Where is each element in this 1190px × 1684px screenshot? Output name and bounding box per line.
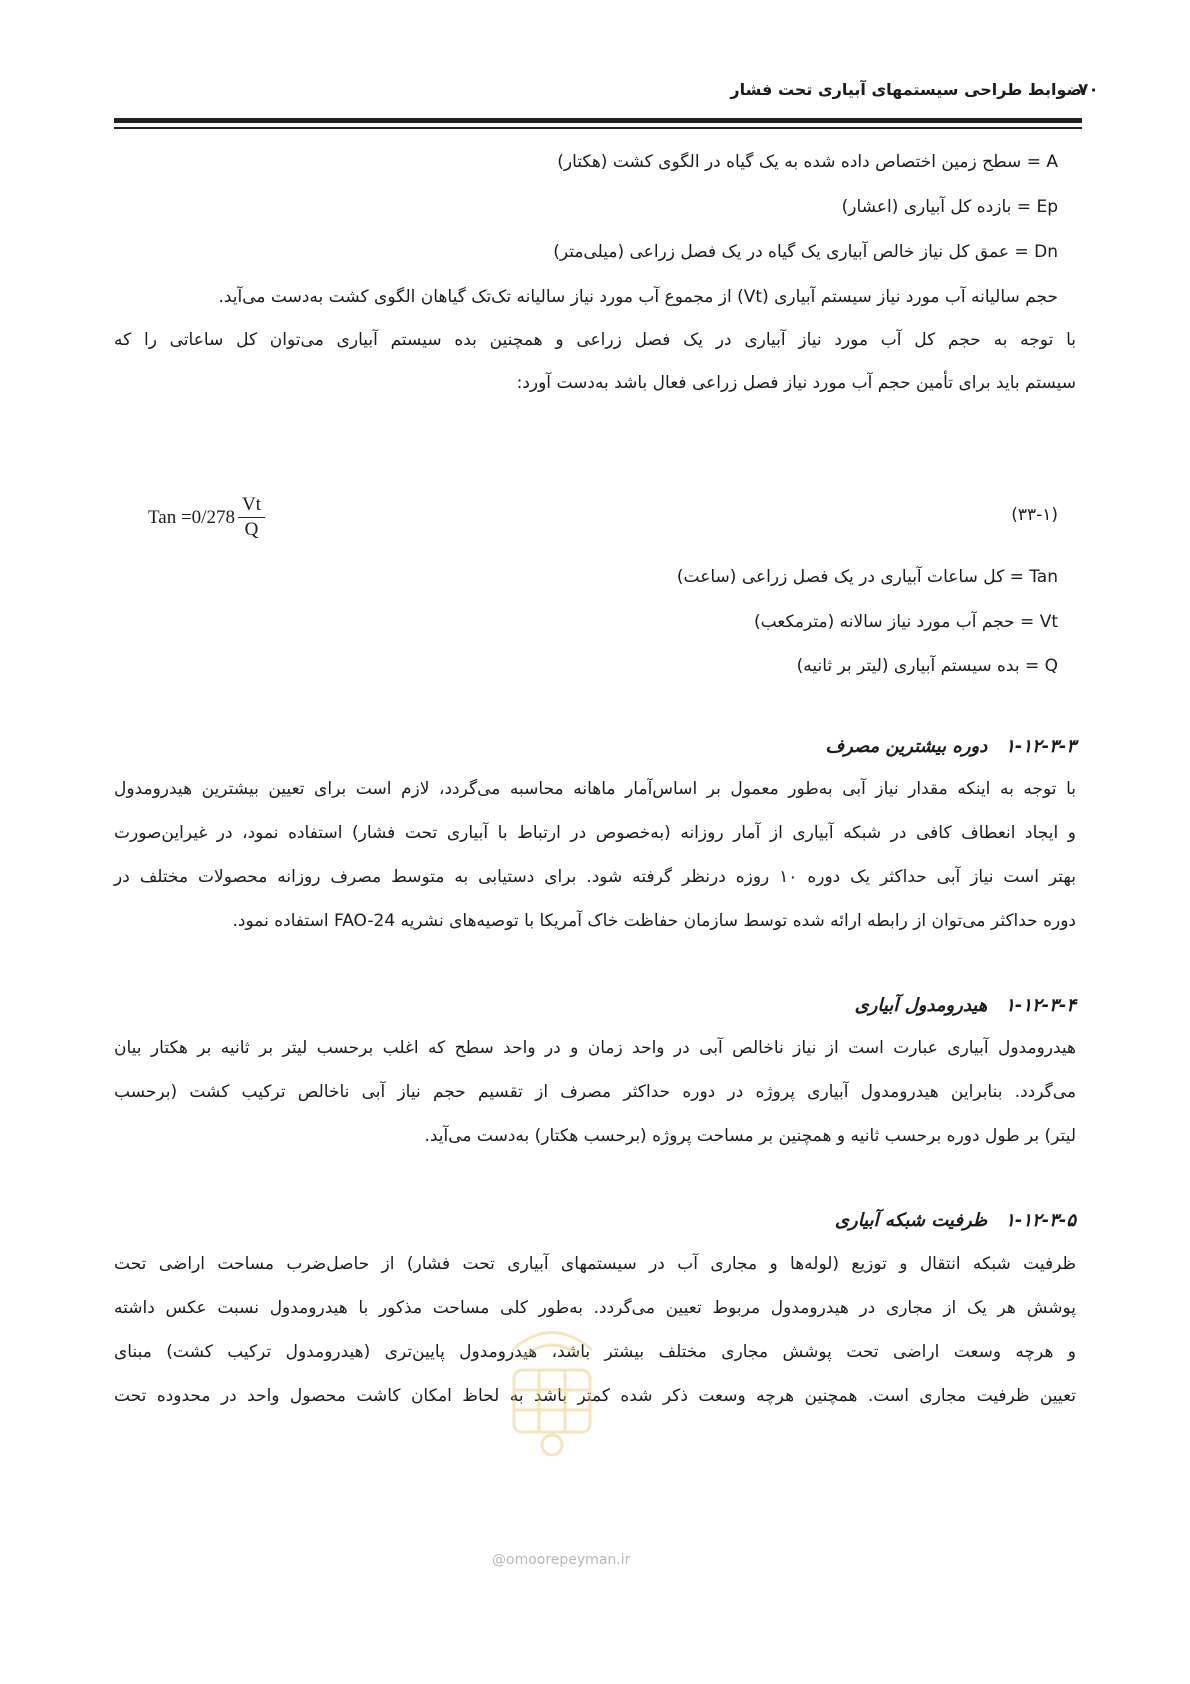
header-rule-thick [114,118,1082,123]
paragraph-line: ظرفیت شبکه انتقال و توزیع (لوله‌ها و مجاری آب در سیستمهای آبیاری تحت فشار) از حاصل‌ضرب مساحت اراضی تحت [114,1254,1076,1274]
paragraph-line: می‌گردد. بنابراین هیدرومدول آبیاری پروژه در دوره حداکثر مصرف از تقسیم حجم نیاز آبی ناخالص ترکیب کشت (برحسب [114,1082,1076,1102]
paragraph-line: لیتر) بر طول دوره برحسب ثانیه و همچنین بر مساحت پروژه (برحسب هکتار) به‌دست می‌آید. [424,1126,1076,1146]
paragraph-line: پوشش هر یک از مجاری در هیدرومدول مربوط تعیین می‌گردد. به‌طور کلی مساحت مذکور با هیدرومدول نسبت عکس داشته [114,1298,1076,1318]
section-number: ۱-۱۲-۳-۳ [1005,736,1076,757]
paragraph-line: و ایجاد انعطاف کافی در شبکه آبیاری از آمار روزانه (به‌خصوص در ارتباط با آبیاری تحت فشار) استفاده نمود، در غیراین‌صورت [114,823,1076,843]
page-number: ۷۰ [1078,80,1099,100]
section-number: ۱-۱۲-۳-۵ [1005,1210,1076,1231]
paragraph-line: هیدرومدول آبیاری عبارت است از نیاز ناخالص آبی در واحد زمان و در واحد سطح که اغلب برحسب لیتر بر ثانیه بر هکتار بیان [114,1038,1076,1058]
definition-q: Q = بده سیستم آبیاری (لیتر بر ثانیه) [796,656,1058,676]
section-title: دوره بیشترین مصرف [825,736,988,757]
definition-tan: Tan = کل ساعات آبیاری در یک فصل زراعی (ساعت) [676,567,1058,587]
formula-lhs: Tan =0/278 [148,506,235,528]
running-header-title: ضوابط طراحی سیستمهای آبیاری تحت فشار [730,80,1082,99]
watermark-url: @omoorepeyman.ir [492,1552,631,1568]
intro-line-2: با توجه به حجم کل آب مورد نیاز آبیاری در یک فصل زراعی و همچنین بده سیستم آبیاری می‌توان کل ساعاتی را که [114,330,1076,350]
section-heading-peak-use [825,736,1076,757]
paragraph-line: بهتر است نیاز آبی حداکثر یک دوره ۱۰ روزه درنظر گرفته شود. برای دستیابی به متوسط مصرف روزانه محصولات مختلف در [114,867,1076,887]
paragraph-line: تعیین ظرفیت مجاری است. همچنین هرچه وسعت ذکر شده کمتر باشد به لحاظ امکان کاشت محصول واحد در محدوده تحت [114,1386,1076,1406]
seal-logo-icon [492,1310,612,1460]
header-rule-thin [114,127,1082,129]
formula-fraction [238,494,265,541]
intro-line-3: سیستم باید برای تأمین حجم آب مورد نیاز فصل زراعی فعال باشد به‌دست آورد: [516,373,1076,393]
section-heading-hydromodule [855,995,1076,1016]
section-title: ظرفیت شبکه آبیاری [834,1210,988,1231]
intro-line-1: حجم سالیانه آب مورد نیاز سیستم آبیاری (Vt) از مجموع آب مورد نیاز سالیانه تک‌تک گیاهان الگوی کشت به‌دست می‌آید. [218,287,1058,307]
definition-ep: Ep = بازده کل آبیاری (اعشار) [841,197,1058,217]
section-title: هیدرومدول آبیاری [854,995,988,1016]
definition-vt: Vt = حجم آب مورد نیاز سالانه (مترمکعب) [753,612,1058,632]
formula-tan [148,494,265,541]
section-number: ۱-۱۲-۳-۴ [1005,995,1076,1016]
paragraph-line: و هرچه وسعت اراضی تحت پوشش مجاری مختلف بیشتر باشد، هیدرومدول پایین‌تری (هیدرومدول ترکیب کشت) مبنای [114,1342,1076,1362]
section-heading-network-capacity [835,1210,1076,1231]
formula-denominator: Q [244,519,259,540]
formula-numerator: Vt [238,494,265,518]
paragraph-line: با توجه به اینکه مقدار نیاز آبی به‌طور معمول بر اساس‌آمار ماهانه محاسبه می‌گردد، لازم است برای تعیین بیشترین هیدرومدول [114,779,1076,799]
definition-dn: Dn = عمق کل نیاز خالص آبیاری یک گیاه در یک فصل زراعی (میلی‌متر) [553,242,1058,262]
equation-number: (۳۳-۱) [1011,505,1058,525]
paragraph-line: دوره حداکثر می‌توان از رابطه ارائه شده توسط سازمان حفاظت خاک آمریکا با توصیه‌های نشریه FAO-24 استفاده نمود. [232,911,1076,931]
definition-a: A = سطح زمین اختصاص داده شده به یک گیاه در الگوی کشت (هکتار) [557,152,1058,172]
